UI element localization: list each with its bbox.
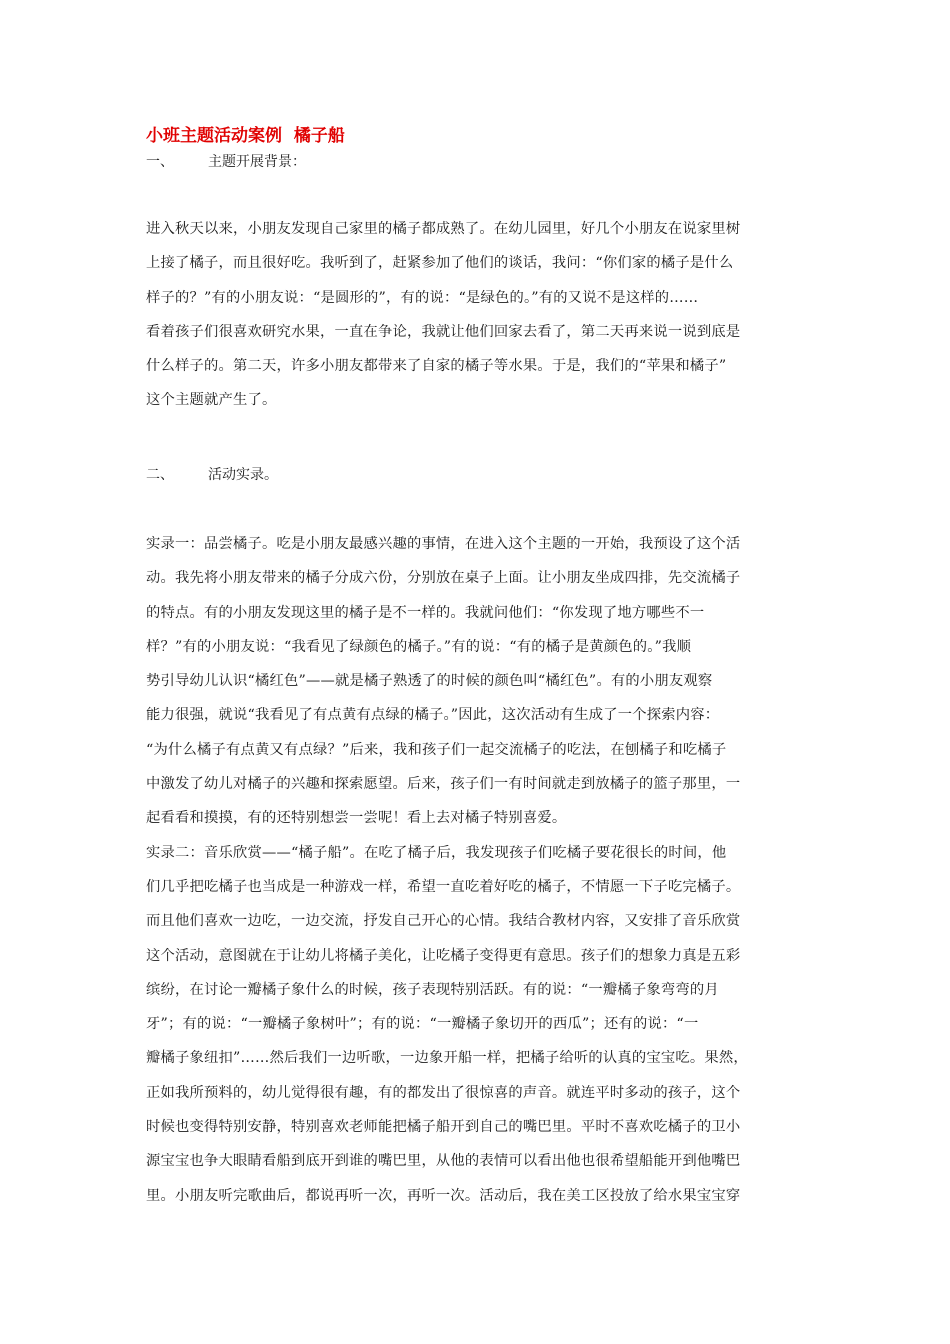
paragraph-line: 样？”有的小朋友说：“我看见了绿颜色的橘子。”有的说：“有的橘子是黄颜色的。”我顺 (146, 638, 692, 655)
document-title: 小班主题活动案例 橘子船 (146, 126, 345, 146)
paragraph-line: 起看看和摸摸，有的还特别想尝一尝呢！看上去对橘子特别喜爱。 (146, 810, 567, 827)
paragraph-line: 正如我所预料的，幼儿觉得很有趣，有的都发出了很惊喜的声音。就连平时多动的孩子，这个 (146, 1084, 741, 1101)
paragraph-line: 动。我先将小朋友带来的橘子分成六份，分别放在桌子上面。让小朋友坐成四排，先交流橘子 (146, 570, 741, 587)
section-heading-background (146, 152, 306, 172)
paragraph-line: 们几乎把吃橘子也当成是一种游戏一样，希望一直吃着好吃的橘子，不情愿一下子吃完橘子。 (146, 878, 741, 895)
paragraph-line: 实录二：音乐欣赏——“橘子船”。在吃了橘子后，我发现孩子们吃橘子要花很长的时间，他 (146, 844, 727, 861)
section-heading-activity (146, 465, 278, 485)
paragraph-line: 中激发了幼儿对橘子的兴趣和探索愿望。后来，孩子们一有时间就走到放橘子的篮子那里，一 (146, 776, 741, 793)
paragraph-line: 势引导幼儿认识“橘红色”——就是橘子熟透了的时候的颜色叫“橘红色”。有的小朋友观察 (146, 673, 713, 690)
paragraph-line: 源宝宝也争大眼睛看船到底开到谁的嘴巴里，从他的表情可以看出他也很希望船能开到他嘴巴 (146, 1153, 741, 1170)
paragraph-line: 而且他们喜欢一边吃，一边交流，抒发自己开心的心情。我结合教材内容，又安排了音乐欣赏 (146, 913, 741, 930)
paragraph-line: 时候也变得特别安静，特别喜欢老师能把橘子船开到自己的嘴巴里。平时不喜欢吃橘子的卫小 (146, 1119, 741, 1136)
background-paragraph (146, 212, 808, 418)
activity-record-paragraph (146, 527, 808, 1213)
paragraph-line: 进入秋天以来，小朋友发现自己家里的橘子都成熟了。在幼儿园里，好几个小朋友在说家里树 (146, 221, 741, 237)
section-title: 活动实录。 (208, 467, 278, 483)
paragraph-line: 这个主题就产生了。 (146, 392, 277, 409)
paragraph-line: 缤纷，在讨论一瓣橘子象什么的时候，孩子表现特别活跃。有的说：“一瓣橘子象弯弯的月 (146, 981, 719, 998)
paragraph-line: 上接了橘子，而且很好吃。我听到了，赶紧参加了他们的谈话，我问：“你们家的橘子是什么 (146, 255, 734, 272)
paragraph-line: 什么样子的。第二天，许多小朋友都带来了自家的橘子等水果。于是，我们的“苹果和橘子” (146, 358, 727, 375)
paragraph-line: 样子的？”有的小朋友说：“是圆形的”，有的说：“是绿色的。”有的又说不是这样的…… (146, 289, 699, 306)
section-title: 主题开展背景： (208, 154, 306, 170)
paragraph-line: “为什么橘子有点黄又有点绿？”后来，我和孩子们一起交流橘子的吃法，在刨橘子和吃橘子 (146, 741, 727, 758)
paragraph-line: 里。小朋友听完歌曲后，都说再听一次，再听一次。活动后，我在美工区投放了给水果宝宝穿 (146, 1187, 741, 1204)
paragraph-line: 能力很强，就说“我看见了有点黄有点绿的橘子。”因此，这次活动有生成了一个探索内容： (146, 707, 720, 724)
section-number: 二、 (146, 467, 174, 483)
paragraph-line: 看着孩子们很喜欢研究水果，一直在争论，我就让他们回家去看了，第二天再来说一说到底是 (146, 323, 741, 340)
paragraph-line: 这个活动，意图就在于让幼儿将橘子美化，让吃橘子变得更有意思。孩子们的想象力真是五彩 (146, 947, 741, 964)
paragraph-line: 实录一：品尝橘子。吃是小朋友最感兴趣的事情，在进入这个主题的一开始，我预设了这个活 (146, 536, 741, 552)
paragraph-line: 瓣橘子象纽扣”……然后我们一边听歌，一边象开船一样，把橘子给听的认真的宝宝吃。果然， (146, 1050, 748, 1067)
paragraph-line: 的特点。有的小朋友发现这里的橘子是不一样的。我就问他们：“你发现了地方哪些不一 (146, 604, 705, 621)
paragraph-line: 牙”；有的说：“一瓣橘子象树叶”；有的说：“一瓣橘子象切开的西瓜”；还有的说：“一 (146, 1016, 699, 1033)
section-number: 一、 (146, 154, 174, 170)
